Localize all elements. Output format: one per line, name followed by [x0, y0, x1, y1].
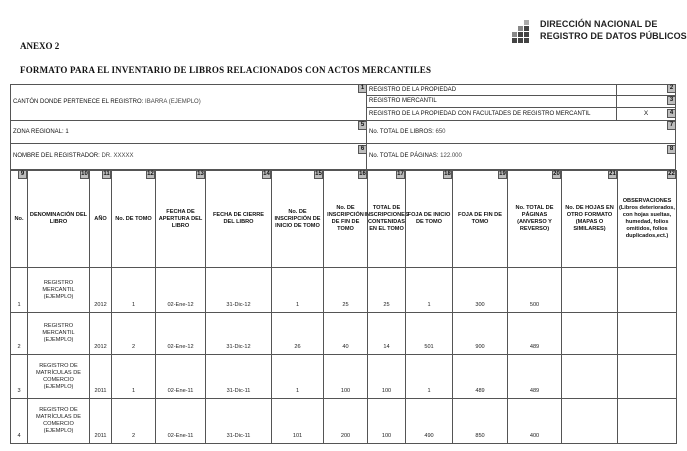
table-cell: 850	[452, 398, 508, 444]
column-number: 18	[444, 171, 451, 177]
table-cell: 40	[323, 312, 368, 355]
registro-facultades-mark: X	[643, 110, 649, 117]
table-cell: 489	[507, 312, 562, 355]
table-cell: 2012	[89, 312, 112, 355]
table-cell: 31-Dic-11	[205, 354, 272, 399]
column-header: TOTAL DE INSCRIPCIONES CONTENIDAS EN EL TOMO	[367, 170, 406, 268]
table-cell	[561, 267, 618, 313]
column-header: No. DE TOMO	[111, 170, 156, 268]
column-number: 11	[103, 171, 110, 177]
column-number: 16	[359, 171, 366, 177]
table-cell: 100	[367, 354, 406, 399]
table-cell: 200	[323, 398, 368, 444]
table-cell: 1	[271, 354, 324, 399]
table-cell: 31-Dic-12	[205, 312, 272, 355]
table-cell: 1	[405, 354, 453, 399]
column-header: No. TOTAL DE PÁGINAS (ANVERSO Y REVERSO)	[507, 170, 562, 268]
table-cell: 2	[111, 398, 156, 444]
registrador-label: NOMBRE DEL REGISTRADOR:	[13, 153, 100, 159]
column-number: 9	[18, 170, 27, 179]
logo-line-2: REGISTRO DE DATOS PÚBLICOS	[540, 31, 687, 41]
total-paginas-field	[366, 143, 676, 170]
column-header: No. DE INSCRIPCIÓN DE FIN DE TOMO	[323, 170, 368, 268]
registro-facultades-label: REGISTRO DE LA PROPIEDAD CON FACULTADES DE REGISTRO MERCANTIL	[369, 110, 591, 117]
table-cell: 100	[367, 398, 406, 444]
total-libros-value: 650	[435, 128, 446, 135]
canton-value: IBARRA (EJEMPLO)	[145, 99, 201, 105]
canton-label: CANTÓN DONDE PERTENECE EL REGISTRO:	[13, 99, 144, 105]
table-cell	[561, 354, 618, 399]
table-cell: 1	[271, 267, 324, 313]
table-cell: 25	[323, 267, 368, 313]
column-header: No.	[10, 170, 28, 268]
field-number: 1	[358, 84, 367, 93]
table-cell: REGISTRO MERCANTIL (EJEMPLO)	[27, 267, 90, 313]
column-number: 15	[315, 171, 322, 177]
table-cell: REGISTRO DE MATRÍCULAS DE COMERCIO (EJEMPLO)	[27, 398, 90, 444]
table-cell: 490	[405, 398, 453, 444]
table-cell	[617, 398, 677, 444]
table-cell: 1	[111, 267, 156, 313]
registro-propiedad-label: REGISTRO DE LA PROPIEDAD	[369, 86, 457, 93]
table-cell: 25	[367, 267, 406, 313]
column-header: DENOMINACIÓN DEL LIBRO	[27, 170, 90, 268]
column-header: FOJA DE FIN DE TOMO	[452, 170, 508, 268]
registro-mercantil-label: REGISTRO MERCANTIL	[369, 98, 437, 104]
table-cell	[617, 354, 677, 399]
row-number-cell: 3	[10, 354, 28, 399]
table-cell	[561, 312, 618, 355]
column-number: 17	[397, 171, 404, 177]
row-number-cell: 2	[10, 312, 28, 355]
column-header: No. DE HOJAS EN OTRO FORMATO (MAPAS O SIMILARES)	[561, 170, 618, 268]
logo-line-1: DIRECCIÓN NACIONAL DE	[540, 19, 658, 29]
field-number: 6	[358, 145, 367, 154]
table-cell: 489	[507, 354, 562, 399]
table-cell: 501	[405, 312, 453, 355]
zona-label: ZONA REGIONAL:	[13, 128, 64, 135]
registrador-value: DR. XXXXX	[101, 153, 134, 159]
row-number-cell: 1	[10, 267, 28, 313]
field-number: 4	[667, 109, 676, 118]
column-header: No. DE INSCRIPCIÓN DE INICIO DE TOMO	[271, 170, 324, 268]
total-libros-field	[366, 120, 676, 144]
column-header: AÑO	[89, 170, 112, 268]
table-cell: 31-Dic-12	[205, 267, 272, 313]
table-cell: REGISTRO DE MATRÍCULAS DE COMERCIO (EJEMPLO)	[27, 354, 90, 399]
table-cell: 02-Ene-11	[155, 398, 206, 444]
document-title: FORMATO PARA EL INVENTARIO DE LIBROS RELACIONADOS CON ACTOS MERCANTILES	[20, 65, 432, 75]
total-paginas-label: No. TOTAL DE PÁGINAS:	[369, 153, 439, 159]
table-cell: 300	[452, 267, 508, 313]
field-number: 2	[667, 84, 676, 93]
total-libros-label: No. TOTAL DE LIBROS:	[369, 128, 434, 135]
table-cell: 500	[507, 267, 562, 313]
column-number: 21	[609, 171, 616, 177]
total-paginas-value: 122.000	[440, 153, 462, 159]
row-number-cell: 4	[10, 398, 28, 444]
logo-text	[540, 18, 687, 42]
table-cell: 2011	[89, 398, 112, 444]
column-number: 12	[147, 171, 154, 177]
table-cell: 2	[111, 312, 156, 355]
zona-value: 1	[65, 128, 69, 135]
field-number: 5	[358, 121, 367, 130]
table-cell: 1	[405, 267, 453, 313]
column-number: 19	[499, 171, 506, 177]
registrador-field	[10, 143, 367, 170]
zona-field	[10, 120, 367, 144]
column-number: 10	[81, 171, 88, 177]
logo-grid-icon	[512, 20, 538, 46]
column-header: FECHA DE CIERRE DEL LIBRO	[205, 170, 272, 268]
column-header: FECHA DE APERTURA DEL LIBRO	[155, 170, 206, 268]
table-cell: 31-Dic-11	[205, 398, 272, 444]
field-number: 3	[667, 96, 676, 105]
table-cell: 26	[271, 312, 324, 355]
column-header: OBSERVACIONES (Libros deteriorados, con hojas sueltas, humedad, folios omitidos, folios duplicados,ect.)	[617, 170, 677, 268]
table-cell: 02-Ene-11	[155, 354, 206, 399]
annex-label: ANEXO 2	[20, 41, 60, 51]
column-number: 20	[553, 171, 560, 177]
table-cell: 489	[452, 354, 508, 399]
field-number: 7	[667, 121, 676, 130]
table-cell: 900	[452, 312, 508, 355]
canton-field	[10, 84, 367, 121]
table-cell: 100	[323, 354, 368, 399]
table-cell: 02-Ene-12	[155, 267, 206, 313]
table-cell: 2012	[89, 267, 112, 313]
dinardap-logo	[510, 14, 687, 48]
column-header: FOJA DE INICIO DE TOMO	[405, 170, 453, 268]
table-cell	[617, 267, 677, 313]
table-cell: 2011	[89, 354, 112, 399]
column-number: 22	[668, 171, 675, 177]
table-cell	[561, 398, 618, 444]
table-cell: 400	[507, 398, 562, 444]
table-cell: 1	[111, 354, 156, 399]
table-cell: 101	[271, 398, 324, 444]
table-cell: 02-Ene-12	[155, 312, 206, 355]
table-cell: REGISTRO MERCANTIL (EJEMPLO)	[27, 312, 90, 355]
column-number: 13	[197, 171, 204, 177]
table-cell: 14	[367, 312, 406, 355]
table-cell	[617, 312, 677, 355]
column-number: 14	[263, 171, 270, 177]
field-number: 8	[667, 145, 676, 154]
